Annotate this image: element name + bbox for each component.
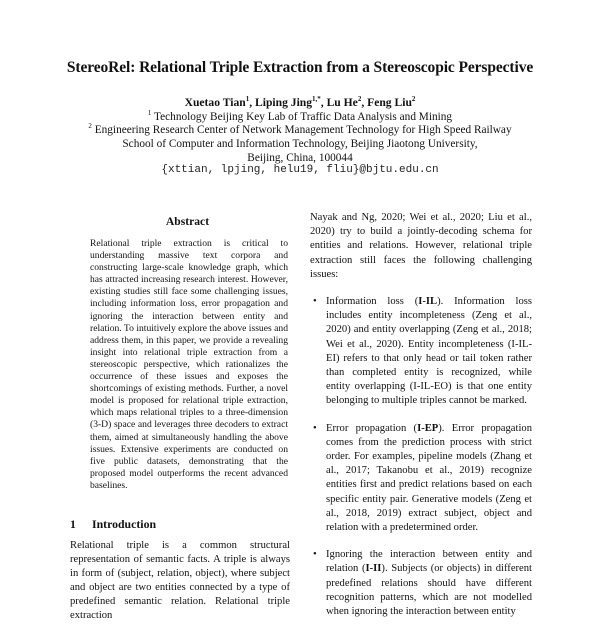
issue-code: I-EP [417, 422, 439, 434]
affiliation: School of Computer and Information Technology, Beijing Jiaotong University, [122, 138, 478, 150]
abstract-text: Relational triple extraction is critical to understanding massive text corpora and constructing large-scale knowledge graph, which has attracted increasing research interest. However, existing studies still face some challenging issues, including information loss, error propagation and ignoring the interaction between entity and relation. To intuitively explore the above issues and address them, in this paper, we provide a revealing insight into relational triple extraction from a stereoscopic perspective, which rationalizes the occurrence of these issues and exposes the shortcomings of existing methods. Further, a novel model is proposed for relational triple extraction, which maps relational triples to a three-dimension (3-D) space and leverages three decoders to extract them, aimed at simultaneously handling the above issues. Extensive experiments are conducted on five public datasets, demonstrating that the proposed model outperforms the recent advanced baselines. [90, 238, 288, 491]
bullet-icon: • [313, 549, 317, 561]
affiliation: $^2$ Engineering Research Center of Network Management Technology for High Speed Railway [88, 122, 512, 136]
author-name: Liping Jing [255, 96, 313, 109]
author-emails: {xttian, lpjing, helu19, fliu}@bjtu.edu.cn [161, 164, 439, 176]
author-name: Xuetao Tian [184, 96, 246, 109]
issue-code: I-II [365, 563, 382, 575]
introduction-text: Relational triple is a common structural representation of semantic facts. A triple is always in form of (subject, relation, object), where subject and object are two entities connected by a type of predefined semantic relation. Relational triple extraction [70, 540, 290, 622]
issue-list [310, 295, 532, 619]
author-affil-mark: 2 [411, 95, 416, 104]
section-heading-introduction [70, 517, 156, 532]
list-item: • Error propagation (I-EP). Error propagation comes from the prediction process with strict order. For examples, pipeline models (Zhang et al., 2017; Takanobu et al., 2019) recognize entities first and predict relations based on each specific entity pair. Generative models (Zeng et al., 2018, 2019) extract subject, object and relation with a predetermined order. [313, 422, 532, 534]
section-title: Introduction [92, 517, 157, 531]
affiliation: Beijing, China, 100044 [247, 152, 353, 164]
list-item: • Ignoring the interaction between entity and relation (I-II). Subjects (or objects) in different predefined relations should have different recognition patterns, which are not modelled when ignoring the interaction between entity [313, 549, 532, 618]
author-affil-mark: 1,* [312, 95, 321, 104]
issue-code: I-IL [418, 296, 438, 308]
author-name: Lu He [326, 96, 358, 109]
list-item: • Information loss (I-IL). Information loss includes entity incompleteness (Zeng et al., 2020) and entity overlapping (Zeng et al., 2018; Wei et al., 2020). Entity incompleteness (I-IL-EI) refers to that only head or tail token rather than completed entity is recognized, while entity overlapping (I-IL-EO) is that one entity belonging to multiple triples cannot be marked. [313, 296, 532, 407]
right-column [310, 211, 532, 632]
author-affil-mark: 2 [357, 95, 362, 104]
paragraph: Nayak and Ng, 2020; Wei et al., 2020; Liu et al., 2020) try to build a jointly-decoding schema for entities and relations. However, relational triple extraction still faces the following challenging issues: [310, 212, 532, 280]
bullet-icon: • [313, 296, 317, 308]
author-list: Xuetao Tian$^1$, Liping Jing$^{1,*}$, Lu He$^2$, Feng Liu$^2$ [184, 95, 416, 109]
section-number: 1 [70, 517, 76, 531]
affiliation: $^1$ Technology Beijing Key Lab of Traffic Data Analysis and Mining [147, 109, 453, 123]
author-affil-mark: 1 [245, 95, 250, 104]
author-name: Feng Liu [367, 96, 412, 109]
bullet-icon: • [313, 422, 317, 434]
paper-title: StereoRel: Relational Triple Extraction from a Stereoscopic Perspective [66, 59, 534, 76]
abstract-heading: Abstract [165, 215, 210, 228]
